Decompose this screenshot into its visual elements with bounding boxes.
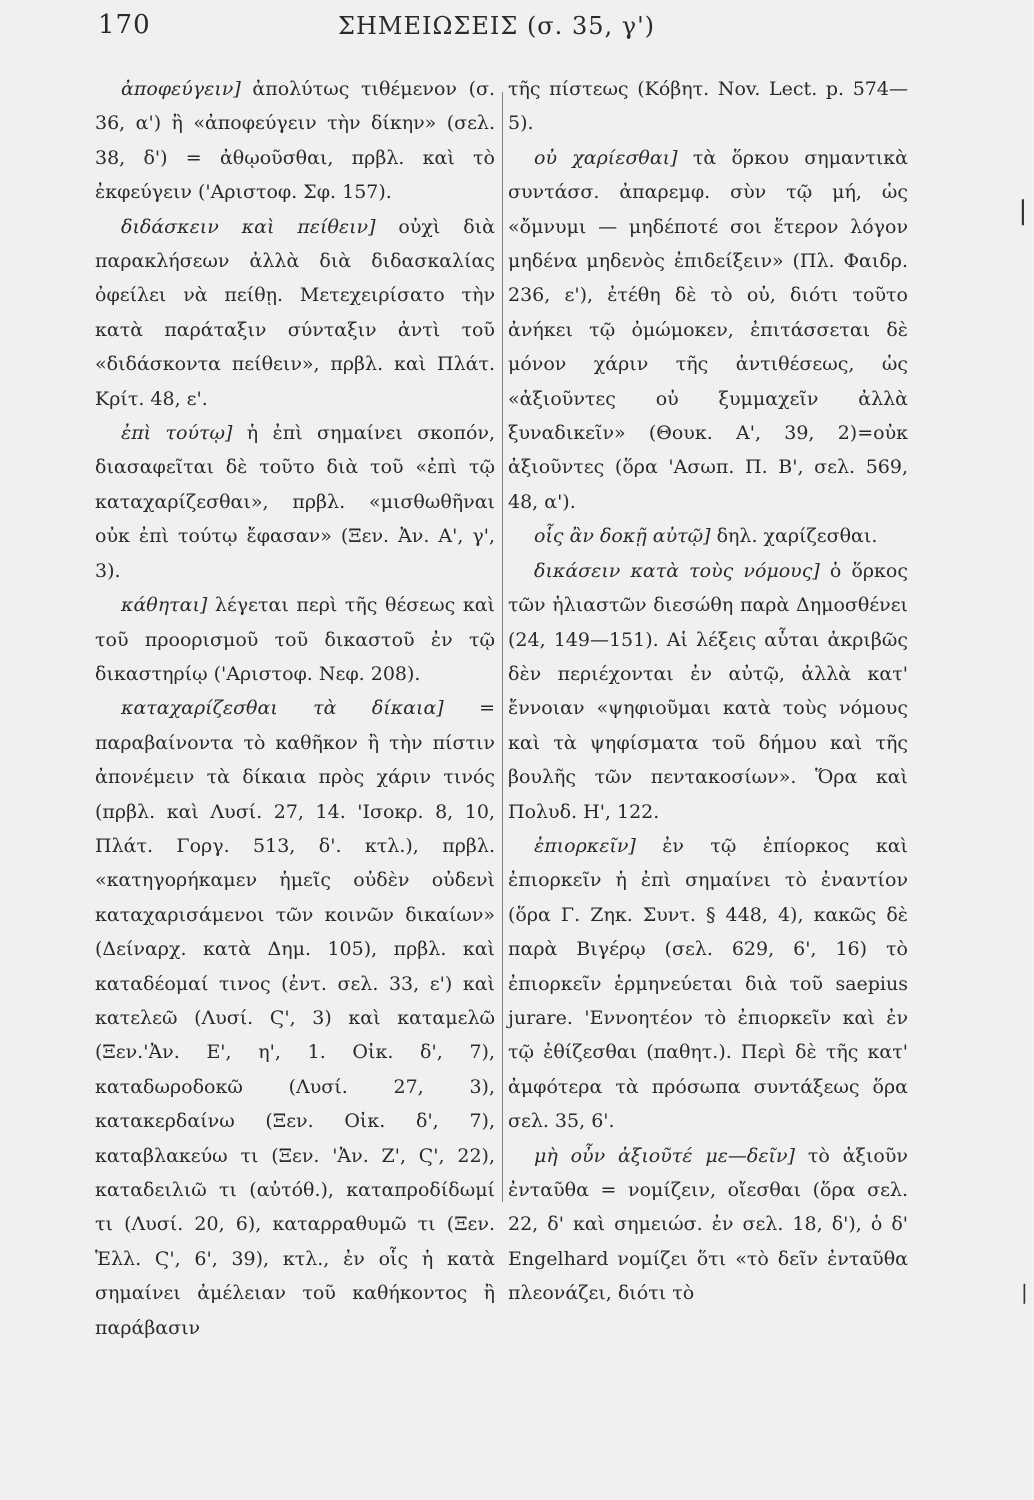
running-head: ΣΗΜΕΙΩΣΕΙΣ (σ. 35, γ') xyxy=(338,12,656,40)
note-lemma: οὐ χαρίεσθαι] xyxy=(534,146,678,169)
note-text: τὸ ἀξιοῦν ἐνταῦθα = νομίζειν, οἴεσθαι (ὅρα σελ. 22, δ' καὶ σημειώσ. ἐν σελ. 18, δ'), ὁ δ' Engelhard νομίζει ὅτι «τὸ δεῖν ἐνταῦθα πλεονάζει, διότι τὸ xyxy=(508,1144,908,1305)
margin-mark: ❘ xyxy=(1016,1280,1033,1304)
note-lemma: μὴ οὖν ἀξιοῦτέ με—δεῖν] xyxy=(534,1144,795,1167)
note-text: = παραβαίνοντα τὸ καθῆκον ἢ τὴν πίστιν ἀπονέμειν τὰ δίκαια πρὸς χάριν τινός (πρβλ. καὶ Λυσί. 27, 14. 'Ισοκρ. 8, 10, Πλάτ. Γοργ. 513, δ'. κτλ.), πρβλ. «κατηγορήκαμεν ἡμεῖς οὐδὲν οὐδενὶ καταχαρισάμενοι τῶν κοινῶν δικαίων» (Δείναρχ. κατὰ Δημ. 105), πρβλ. καὶ καταδέομαί τινος (ἐντ. σελ. 33, ε') καὶ κατελεῶ (Λυσί. Ϛ', 3) καὶ καταμελῶ (Ξεν.'Ἀν. Ε', η', 1. Οἰκ. δ', 7), καταδωροδοκῶ (Λυσί. 27, 3), κατακερδαίνω (Ξεν. Οἰκ. δ', 7), καταβλακεύω τι (Ξεν. 'Ἀν. Ζ', Ϛ', 22), καταδειλιῶ τι (αὐτόθ.), καταπροδίδωμί τι (Λυσί. 20, 6), καταρραθυμῶ τι (Ξεν. Ἑλλ. Ϛ', 6', 39), κτλ., ἐν οἷς ἡ κατὰ σημαίνει ἀμέλειαν τοῦ καθήκοντος ἢ παράβασιν xyxy=(95,697,495,1339)
note-entry xyxy=(95,691,495,1345)
note-entry xyxy=(508,519,908,553)
right-column xyxy=(508,72,908,1311)
note-lemma: οἷς ἂν δοκῇ αὐτῷ] xyxy=(534,525,711,548)
note-entry xyxy=(508,1139,908,1311)
note-entry xyxy=(508,554,908,829)
note-entry xyxy=(95,416,495,588)
note-entry xyxy=(95,210,495,416)
note-text: λέγεται περὶ τῆς θέσεως καὶ τοῦ προορισμοῦ τοῦ δικαστοῦ ἐν τῷ δικαστηρίῳ ('Αριστοφ. Νεφ. 208). xyxy=(95,594,495,685)
note-entry xyxy=(95,72,495,210)
column-rule xyxy=(502,92,503,1202)
note-lemma: ἐπὶ τούτῳ] xyxy=(121,422,233,445)
note-lemma: ἐπιορκεῖν] xyxy=(534,834,636,857)
note-text: δηλ. χαρίζεσθαι. xyxy=(710,525,878,548)
left-column xyxy=(95,72,495,1345)
note-entry xyxy=(95,588,495,691)
note-entry-continuation xyxy=(508,72,908,141)
note-text: οὐχὶ διὰ παρακλήσεων ἀλλὰ διὰ διδασκαλίας ὀφείλει νὰ πείθῃ. Μετεχειρίσατο τὴν κατὰ παράταξιν σύνταξιν ἀντὶ τοῦ «διδάσκοντα πείθειν», πρβλ. καὶ Πλάτ. Κρίτ. 48, ε'. xyxy=(95,215,495,410)
note-text: ἀπολύτως τιθέμενον (σ. 36, α') ἢ «ἀποφεύγειν τὴν δίκην» (σελ. 38, δ') = ἀθῳοῦσθαι, πρβλ. καὶ τὸ ἐκφεύγειν ('Αριστοφ. Σφ. 157). xyxy=(95,78,495,204)
note-text: τῆς πίστεως (Κόβητ. Nov. Lect. p. 574—5). xyxy=(508,78,908,135)
note-lemma: διδάσκειν καὶ πείθειν] xyxy=(121,215,376,238)
note-entry xyxy=(508,829,908,1139)
note-text: ἐν τῷ ἐπίορκος καὶ ἐπιορκεῖν ἡ ἐπὶ σημαίνει τὸ ἐναντίον (ὅρα Γ. Ζηκ. Συντ. § 448, 4), κακῶς δὲ παρὰ Βιγέρῳ (σελ. 629, 6', 16) τὸ ἐπιορκεῖν ἑρμηνεύεται διὰ τοῦ saepius jurare. 'Εννοητέον τὸ ἐπιορκεῖν καὶ ἐν τῷ ἐθίζεσθαι (παθητ.). Περὶ δὲ τῆς κατ' ἀμφότερα τὰ πρόσωπα συντάξεως ὅρα σελ. 35, 6'. xyxy=(508,834,908,1133)
note-lemma: κάθηται] xyxy=(121,594,208,617)
note-text: ἡ ἐπὶ σημαίνει σκοπόν, διασαφεῖται δὲ τοῦτο διὰ τοῦ «ἐπὶ τῷ καταχαρίζεσθαι», πρβλ. «μισθωθῆναι οὐκ ἐπὶ τούτῳ ἔφασαν» (Ξεν. Ἀν. Α', γ', 3). xyxy=(95,422,495,582)
note-lemma: ἀποφεύγειν] xyxy=(121,78,241,100)
note-text: τὰ ὅρκου σημαντικὰ συντάσσ. ἀπαρεμφ. σὺν τῷ μή, ὡς «ὄμνυμι — μηδέποτέ σοι ἕτερον λόγον μηδένα μηδενὸς ἐπιδείξειν» (Πλ. Φαιδρ. 236, ε'), ἐτέθη δὲ τὸ οὐ, διότι τοῦτο ἀνήκει τῷ ὀμώμοκεν, ἐπιτάσσεται δὲ μόνον χάριν τῆς ἀντιθέσεως, ὡς «ἀξιοῦντες οὐ ξυμμαχεῖν ἀλλὰ ξυναδικεῖν» (Θουκ. Α', 39, 2)=οὐκ ἀξιοῦντες (ὅρα 'Ασωπ. Π. Β', σελ. 569, 48, α'). xyxy=(508,146,908,513)
note-lemma: δικάσειν κατὰ τοὺς νόμους] xyxy=(534,559,820,582)
note-text: ὁ ὅρκος τῶν ἡλιαστῶν διεσώθη παρὰ Δημοσθένει (24, 149—151). Αἱ λέξεις αὗται ἀκριβῶς δὲν περιέχονται ἐν αὐτῷ, ἀλλὰ κατ' ἔννοιαν «ψηφιοῦμαι κατὰ τοὺς νόμους καὶ τὰ ψηφίσματα τοῦ δήμου καὶ τῆς βουλῆς τῶν πεντακοσίων». Ὅρα καὶ Πολυδ. Η', 122. xyxy=(508,559,908,823)
margin-mark: ❘ xyxy=(1012,196,1034,226)
note-lemma: καταχαρίζεσθαι τὰ δίκαια] xyxy=(121,697,444,720)
page-number: 170 xyxy=(98,10,151,40)
note-entry xyxy=(508,141,908,519)
